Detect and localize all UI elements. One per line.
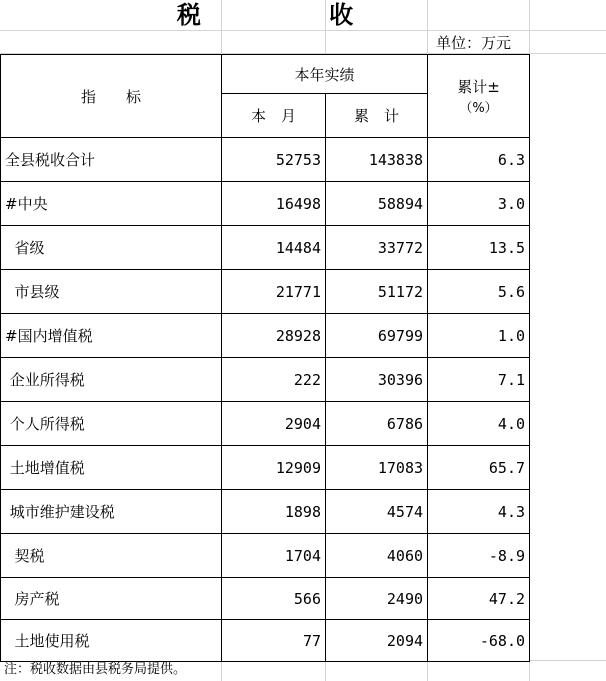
- table-row: [1, 358, 530, 402]
- table-row: [1, 182, 530, 226]
- row-label: 个人所得税: [1, 402, 222, 446]
- page-title: 税 收: [176, 1, 414, 29]
- cumulative-value: 2094: [326, 620, 428, 662]
- row-label: 省级: [1, 226, 222, 270]
- cumulative-value: 2490: [326, 578, 428, 620]
- change-value: 4.3: [428, 490, 530, 534]
- cumulative-value: 4574: [326, 490, 428, 534]
- table-row: [1, 534, 530, 578]
- table-row: [1, 226, 530, 270]
- cum-change-header-line1: 累计±: [457, 78, 500, 96]
- month-value: 566: [222, 578, 326, 620]
- table-body: [1, 138, 530, 662]
- row-label: #国内增值税: [1, 314, 222, 358]
- month-value: 14484: [222, 226, 326, 270]
- change-value: 5.6: [428, 270, 530, 314]
- month-value: 28928: [222, 314, 326, 358]
- cumulative-value: 143838: [326, 138, 428, 182]
- change-value: -8.9: [428, 534, 530, 578]
- table-row: [1, 270, 530, 314]
- cumulative-value: 33772: [326, 226, 428, 270]
- row-label: 房产税: [1, 578, 222, 620]
- month-value: 21771: [222, 270, 326, 314]
- row-label: 全县税收合计: [1, 138, 222, 182]
- cumulative-value: 6786: [326, 402, 428, 446]
- cum-change-header-line2: （%）: [459, 101, 498, 116]
- cumulative-value: 69799: [326, 314, 428, 358]
- unit-label: 单位：万元: [436, 34, 512, 52]
- cumulative-value: 30396: [326, 358, 428, 402]
- change-value: 1.0: [428, 314, 530, 358]
- cum-change-header: [428, 55, 530, 138]
- month-value: 77: [222, 620, 326, 662]
- cumulative-header: 累 计: [326, 94, 428, 138]
- table-row: [1, 446, 530, 490]
- footnote: 注：税收数据由县税务局提供。: [4, 662, 187, 677]
- row-label: 土地增值税: [1, 446, 222, 490]
- change-value: 3.0: [428, 182, 530, 226]
- indicator-header: 指 标: [1, 55, 222, 138]
- row-label: 土地使用税: [1, 620, 222, 662]
- row-label: 企业所得税: [1, 358, 222, 402]
- month-value: 1898: [222, 490, 326, 534]
- change-value: 4.0: [428, 402, 530, 446]
- month-value: 1704: [222, 534, 326, 578]
- month-value: 2904: [222, 402, 326, 446]
- row-label: 城市维护建设税: [1, 490, 222, 534]
- table-row: [1, 578, 530, 620]
- table-row: [1, 620, 530, 662]
- month-value: 12909: [222, 446, 326, 490]
- table-row: [1, 138, 530, 182]
- cumulative-value: 17083: [326, 446, 428, 490]
- table-row: [1, 314, 530, 358]
- month-value: 16498: [222, 182, 326, 226]
- cumulative-value: 51172: [326, 270, 428, 314]
- row-label: #中央: [1, 182, 222, 226]
- row-label: 市县级: [1, 270, 222, 314]
- row-label: 契税: [1, 534, 222, 578]
- change-value: 13.5: [428, 226, 530, 270]
- change-value: 6.3: [428, 138, 530, 182]
- change-value: -68.0: [428, 620, 530, 662]
- month-header: 本 月: [222, 94, 326, 138]
- tax-table: [0, 54, 530, 662]
- cumulative-value: 58894: [326, 182, 428, 226]
- change-value: 7.1: [428, 358, 530, 402]
- table-row: [1, 402, 530, 446]
- change-value: 47.2: [428, 578, 530, 620]
- month-value: 52753: [222, 138, 326, 182]
- cumulative-value: 4060: [326, 534, 428, 578]
- table-row: [1, 490, 530, 534]
- this-year-header: 本年实绩: [222, 55, 428, 94]
- month-value: 222: [222, 358, 326, 402]
- change-value: 65.7: [428, 446, 530, 490]
